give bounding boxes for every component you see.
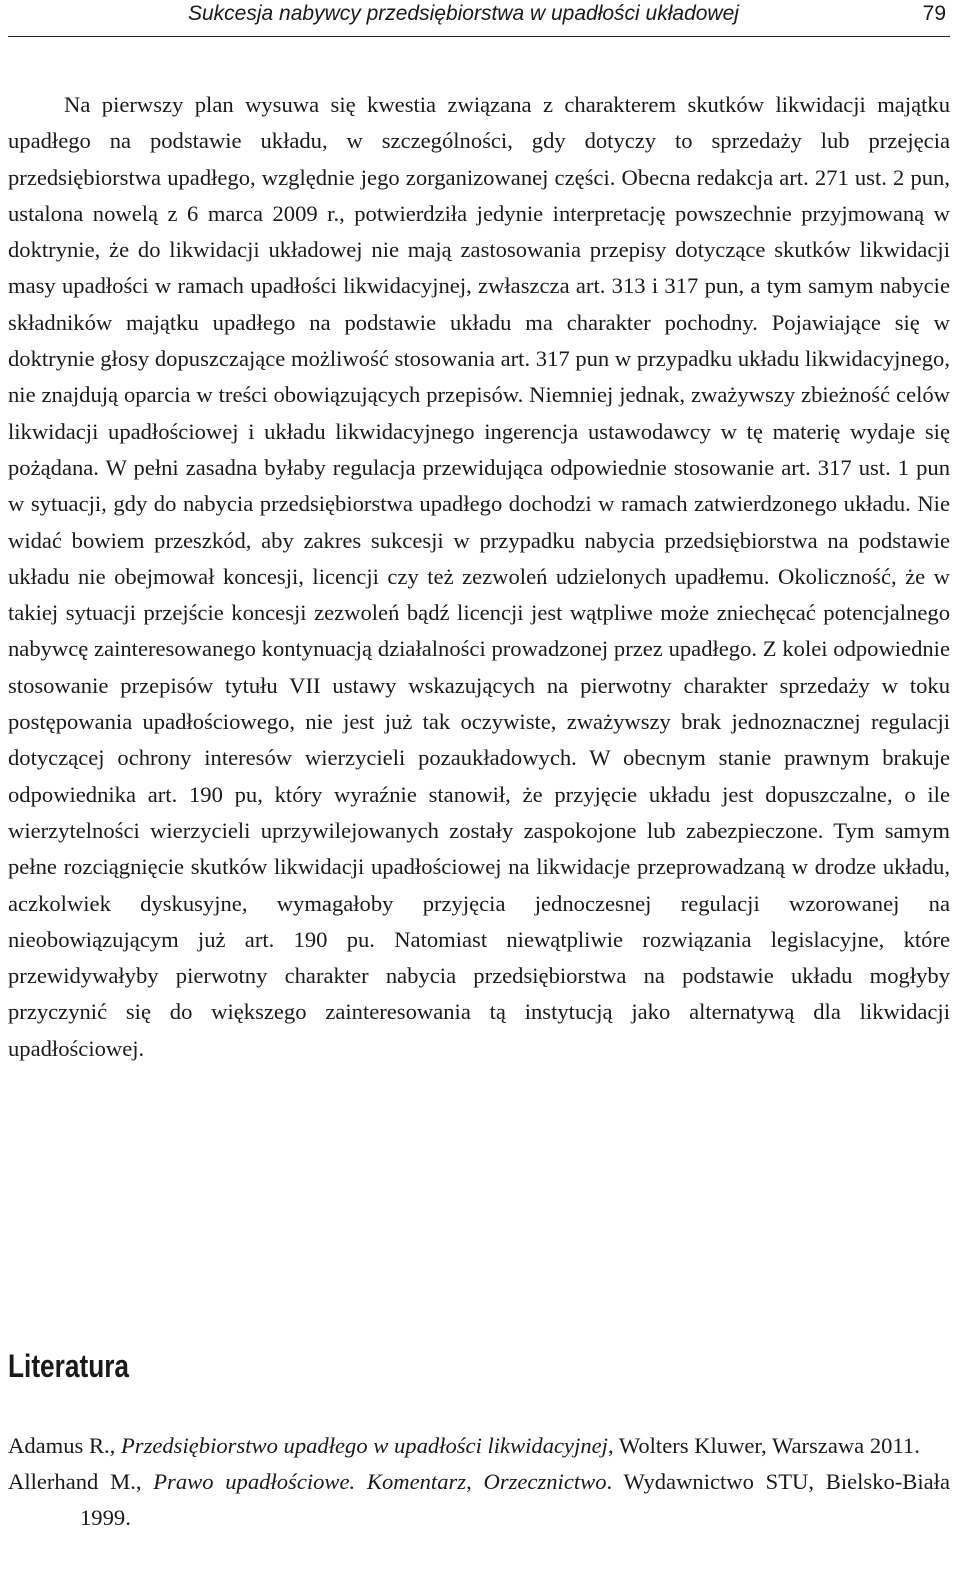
running-header <box>8 0 950 37</box>
reference-title: Prawo upadłościowe. Komentarz, Orzecznictwo <box>153 1469 607 1494</box>
body-paragraph: Na pierwszy plan wysuwa się kwestia związana z charakterem skutków likwidacji majątku upadłego na podstawie układu, w szczególności, gdy dotyczy to sprzedaży lub przejęcia przedsiębiorstwa upadłego, względnie jego zorganizowanej części. Obecna redakcja art. 271 ust. 2 pun, ustalona nowelą z 6 marca 2009 r., potwierdziła jedynie interpretację powszechnie przyjmowaną w doktrynie, że do likwidacji układowej nie mają zastosowania przepisy dotyczące skutków likwidacji masy upadłości w ramach upadłości likwidacyjnej, zwłaszcza art. 313 i 317 pun, a tym samym nabycie składników majątku upadłego na podstawie układu ma charakter pochodny. Pojawiające się w doktrynie głosy dopuszczające możliwość stosowania art. 317 pun w przypadku układu likwidacyjnego, nie znajdują oparcia w treści obowiązujących przepisów. Niemniej jednak, zważywszy zbieżność celów likwidacji upadłościowej i układu likwidacyjnego ingerencja ustawodawcy w tę materię wydaje się pożądana. W pełni zasadna byłaby regulacja przewidująca odpowiednie stosowanie art. 317 ust. 1 pun w sytuacji, gdy do nabycia przedsiębiorstwa upadłego dochodzi w ramach zatwierdzonego układu. Nie widać bowiem przeszkód, aby zakres sukcesji w przypadku nabycia przedsiębiorstwa na podstawie układu nie obejmował koncesji, licencji czy też zezwoleń udzielonych upadłemu. Okoliczność, że w takiej sytuacji przejście koncesji zezwoleń bądź licencji jest wątpliwe może zniechęcać potencjalnego nabywcę zainteresowanego kontynuacją działalności prowadzonej przez upadłego. Z kolei odpowiednie stosowanie przepisów tytułu VII ustawy wskazujących na pierwotny charakter sprzedaży w toku postępowania upadłościowego, nie jest już tak oczywiste, zważywszy brak jednoznacznej regulacji dotyczącej ochrony interesów wierzycieli pozaukładowych. W obecnym stanie prawnym brakuje odpowiednika art. 190 pu, który wyraźnie stanowił, że przyjęcie układu jest dopuszczalne, o ile wierzytelności wierzycieli uprzywilejowanych zostały zaspokojone lub zabezpieczone. Tym samym pełne rozciągnięcie skutków likwidacji upadłościowej na likwidacje przeprowadzaną w drodze układu, aczkolwiek dyskusyjne, wymagałoby przyjęcia jednoczesnej regulacji wzorowanej na nieobowiązującym już art. 190 pu. Natomiast niewątpliwie rozwiązania legislacyjne, które przewidywałyby pierwotny charakter nabycia przedsiębiorstwa na podstawie układu mogłyby przyczynić się do większego zainteresowania tą instytucją jako alternatywą dla likwidacji upadłościowej. <box>8 92 950 1061</box>
reference-item <box>8 1428 950 1464</box>
reference-author: Adamus R., <box>8 1433 121 1458</box>
running-title: Sukcesja nabywcy przedsiębiorstwa w upadłości układowej <box>188 2 739 25</box>
reference-author: Allerhand M., <box>8 1469 154 1494</box>
literature-heading: Literatura <box>8 1348 130 1384</box>
page-number: 79 <box>922 2 946 25</box>
reference-publisher: . Wydawnictwo STU, Bielsko-Biała 1999. <box>80 1469 950 1530</box>
reference-title: Przedsiębiorstwo upadłego w upadłości likwidacyjnej <box>120 1433 608 1458</box>
reference-publisher: , Wolters Kluwer, Warszawa 2011. <box>607 1433 920 1458</box>
reference-item <box>8 1464 950 1536</box>
reference-list <box>8 1428 950 1536</box>
